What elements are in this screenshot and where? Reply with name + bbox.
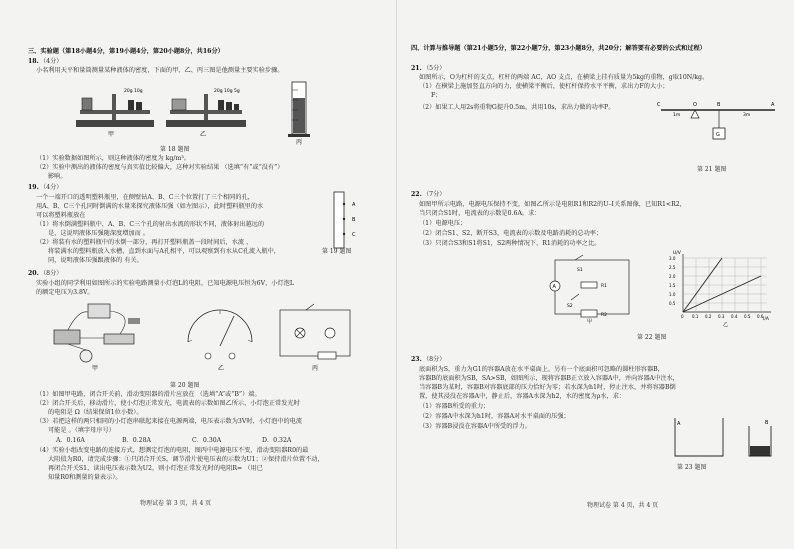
q19-line3: 可以将塑料瓶放在	[36, 212, 86, 219]
q23-label-a: A	[677, 421, 681, 427]
q19-points: （4分）	[40, 184, 63, 191]
q19-line8: 同，说明液体压强跟液体的 有关。	[48, 257, 143, 264]
q22-r1: R1	[601, 284, 607, 289]
q21-lever-figure	[655, 98, 781, 158]
q22-r2: R2	[601, 313, 607, 318]
q23-number: 23.	[411, 356, 422, 363]
q18-weights-2: 20g 10g 5g	[214, 89, 240, 94]
q22-xtick-06: 0.6	[757, 314, 764, 319]
q21-label-a: A	[771, 102, 775, 108]
q23-points: （8分）	[423, 356, 446, 363]
q22-sub3: （3）只闭合S3和S1将S1，S2两种情况下，R1消耗的功率之比。	[419, 240, 601, 247]
balance-yi	[166, 94, 246, 127]
q22-ytick-20: 2.0	[669, 274, 676, 279]
q22-ammeter-a: A	[552, 284, 556, 290]
q22-number: 22.	[411, 191, 422, 198]
q21-points: （5分）	[423, 65, 446, 72]
left-page-footer: 物理试卷 第 3 页，共 4 页	[140, 500, 212, 507]
q20-sub4d: 知量R0和测量的量表示）。	[48, 474, 122, 481]
q21-label-b: B	[717, 102, 721, 108]
q23-line3: 当容器B为某时，容器B对容器底部的压力恰好为零；若水深为h1时，停止注水，并将容器B倒	[419, 384, 676, 391]
q20-option-c: C．0.30A	[192, 437, 222, 444]
q23-label-b: B	[765, 420, 769, 426]
q18-sub2: （2）实验中测出的液体的密度与真实值比较偏大，这种对实验结果 （选填“有”或“没有”）	[36, 164, 284, 171]
q22-ytick-25: 2.5	[669, 265, 676, 270]
q22-ytick-30: 3.0	[669, 256, 676, 261]
q22-label-yi: 乙	[723, 322, 729, 328]
q20-apparatus	[54, 304, 140, 362]
q23-line2: 容器B的底面积为SB，SA>SB，如图所示，现将容器B正立放入容器A中，并向容器A中注水，	[419, 375, 679, 382]
q22-circuit-jia	[547, 254, 637, 324]
q19-caption: 第 19 题图	[322, 248, 352, 255]
q18-number: 18.	[28, 58, 39, 65]
q19-label-b: B	[352, 217, 356, 223]
q18-figure	[70, 80, 330, 146]
q22-points: （7分）	[423, 191, 446, 198]
q23-line4: 置，使其浸没在容器A中，静止后，容器A水深为h2，水的密度为ρ水，求：	[419, 393, 626, 400]
q19-label-c: C	[352, 232, 356, 238]
q22-ui-graph	[667, 248, 777, 328]
q20-option-d: D．0.32A	[262, 437, 292, 444]
q22-s2: S2	[567, 304, 573, 309]
q20-sub4b: 大阻值为R0，请完成步骤：①只闭合开关S，调节滑片使电压表的示数为U1；②保持滑片位置不动，	[48, 456, 324, 463]
q23-sub2: （2）容器A中水深为h1时，容器A对水平桌面的压强；	[419, 413, 570, 420]
q18-sub1: （1）实验数据如图所示，则这种液体的密度为 kg/m³。	[36, 155, 190, 162]
q22-xtick-02: 0.2	[705, 314, 712, 319]
q18-points: （4分）	[40, 58, 63, 65]
q22-ytick-10: 1.0	[669, 292, 676, 297]
q20-number: 20.	[28, 270, 39, 277]
q18-label-jia: 甲	[108, 131, 115, 138]
q20-sub4c: 再闭合开关S1，读出电压表示数为U2，则小灯泡正常发光时的电阻R= （用已	[48, 465, 263, 472]
q18-label-bing: 丙	[296, 139, 303, 146]
q20-sub2b: 的电阻是 Ω（结果保留1位小数）。	[48, 409, 143, 416]
q19-bottle-figure	[330, 190, 370, 252]
q18-caption: 第 18 题图	[160, 146, 190, 153]
q23-sub1: （1）容器B所受的重力；	[419, 403, 490, 410]
q22-graph-ylabel: U/V	[673, 251, 681, 256]
q22-s1: S1	[577, 268, 583, 273]
q22-xtick-01: 0.1	[692, 314, 699, 319]
q20-caption: 第 20 题图	[170, 382, 200, 389]
q23-caption: 第 23 题图	[677, 464, 707, 471]
q22-ytick-15: 1.5	[669, 283, 676, 288]
q20-option-a: A．0.16A	[56, 437, 85, 444]
section-4-header: 四、计算与推导题（第21小题5分，第22小题7分，第23小题8分，共20分；解答要有必要的公式和过程）	[411, 45, 706, 52]
q20-sub2: （2）闭合开关后，移动滑片，使小灯泡正常发光，电流表的示数如图乙所示，小灯泡正常发光时	[36, 400, 300, 407]
q22-xtick-04: 0.4	[731, 314, 738, 319]
q21-len-1m: 1m	[673, 113, 681, 118]
q20-points: （8分）	[40, 270, 63, 277]
q22-xtick-0: 0	[681, 314, 684, 319]
q22-graph-xlabel: I/A	[763, 317, 769, 322]
q20-sub3b: 可能是 。（填字母序号）	[48, 427, 115, 434]
q22-caption: 第 22 题图	[637, 334, 667, 341]
q18-text: 小名利用天平和量筒测量某种液体的密度，下面的甲、乙、丙三图是他测量主要实验步骤。	[36, 67, 284, 74]
q19-number: 19.	[28, 184, 39, 191]
q22-label-jia: 甲	[587, 319, 593, 325]
q21-line1: 如图所示，O为杠杆的支点，杠杆的两端 AC，AO 支点，在横梁上挂有质量为5kg的重物，g取10N/kg。	[419, 74, 709, 81]
q21-len-3m: 3m	[743, 113, 751, 118]
q20-figure	[48, 300, 368, 372]
q22-ytick-05: 0.5	[669, 301, 676, 306]
q19-line2: 用A、B、C三个孔同时倒满的水量来探究液体压强（如左图示），此时塑料瓶里的水	[36, 203, 264, 210]
q21-label-o: O	[693, 102, 697, 108]
q22-sub2: （2）闭合S1、S2，断开S3，电流表的示数及电路消耗的总功率；	[419, 230, 603, 237]
balance-jia	[76, 94, 154, 127]
q18-sub2b: 影响。	[48, 173, 67, 180]
q19-label-a: A	[352, 202, 356, 208]
q20-sub3: （3）若把这样的两只相同的小灯泡串联起来接在电源两端，电压表示数为3V时，小灯泡中的电流	[36, 418, 303, 425]
q20-circuit-bing	[280, 304, 350, 359]
q21-number: 21.	[411, 65, 422, 72]
q22-xtick-05: 0.5	[744, 314, 751, 319]
q22-sub1: （1）电源电压；	[419, 220, 467, 227]
section-3-header: 三、实验题（第18小题4分，第19小题4分，第20小题8分，共16分）	[28, 48, 224, 55]
q22-line2: 当只闭合S1时，电流表的示数是0.6A。求：	[419, 210, 541, 217]
q21-line4: （2）如果工人用2s将重物G提升0.5m，共用10s，求出力做的功率P。	[419, 104, 615, 111]
q19-line4: （1）将水倒满塑料瓶中，A、B、C三个孔的射出水流的形状不同，液体射出越远的	[36, 221, 265, 228]
q22-line1: 如图甲所示电路，电源电压保持不变，如图乙所示是电阻R1和R2的U–I关系图像，已知R1<R2，	[419, 201, 686, 208]
graduated-cylinder	[288, 82, 310, 137]
q21-line3: F；	[431, 92, 442, 99]
q22-xtick-03: 0.3	[718, 314, 725, 319]
q18-weights-1: 20g 10g	[124, 89, 143, 94]
q20-line1: 实验小组的同学利用如图所示的实验电路测量小灯泡L的电阻，已知电源电压恒为6V，小灯泡L	[36, 280, 294, 287]
q20-option-b: B．0.28A	[122, 437, 151, 444]
q21-caption: 第 21 题图	[697, 166, 727, 173]
right-page	[397, 0, 794, 549]
q20-sub4: （4）实验小组改变电路的连接方式，想测定灯泡的电阻，图丙中电源电压不变，滑动变阻器R0的最	[36, 447, 309, 454]
q23-containers-figure	[667, 412, 777, 460]
q18-label-yi: 乙	[200, 131, 207, 138]
q21-line2: （1）在横梁上施加竖直方向的力，使横梁平衡后，使杠杆保持水平平衡，求出力F的大小；	[419, 83, 669, 90]
q20-label-jia: 甲	[92, 365, 99, 372]
q20-line2: 的额定电压为3.8V。	[36, 289, 94, 296]
q23-line1: 底面积为S，重力为G1的容器A放在水平桌面上，另有一个底面积可忽略的圆柱形容器B，	[419, 366, 664, 373]
q19-line1: 一个一端开口的透明塑料瓶里，在侧壁钻A、B、C三个位置打了三个相同的孔，	[36, 194, 254, 201]
right-page-footer: 物理试卷 第 4 页，共 4 页	[587, 502, 659, 509]
q19-line5: 是，这说明液体压强随深度增加而 。	[48, 230, 149, 237]
q23-sub3: （3）容器B浸没在容器A中所受的浮力。	[419, 423, 531, 430]
q20-ammeter-dial	[188, 310, 252, 359]
q21-label-c: C	[657, 102, 661, 108]
q21-label-g: G	[716, 132, 720, 138]
q19-line6: （2）将装有水的塑料瓶中的水倒一部分，再打开塑料瓶盖一段时间后，水流 ，	[36, 239, 253, 246]
q20-label-yi: 乙	[218, 365, 225, 372]
q20-label-bing: 丙	[312, 365, 319, 372]
q19-line7: 将装满水的塑料瓶放入水槽，直到水面与A孔相平，可以观察到有水从C孔流入瓶中，	[48, 248, 280, 255]
q20-sub1: （1）如图甲电路，闭合开关前，滑动变阻器的滑片应放在 （选填“A”或“B”）端。	[36, 391, 261, 398]
